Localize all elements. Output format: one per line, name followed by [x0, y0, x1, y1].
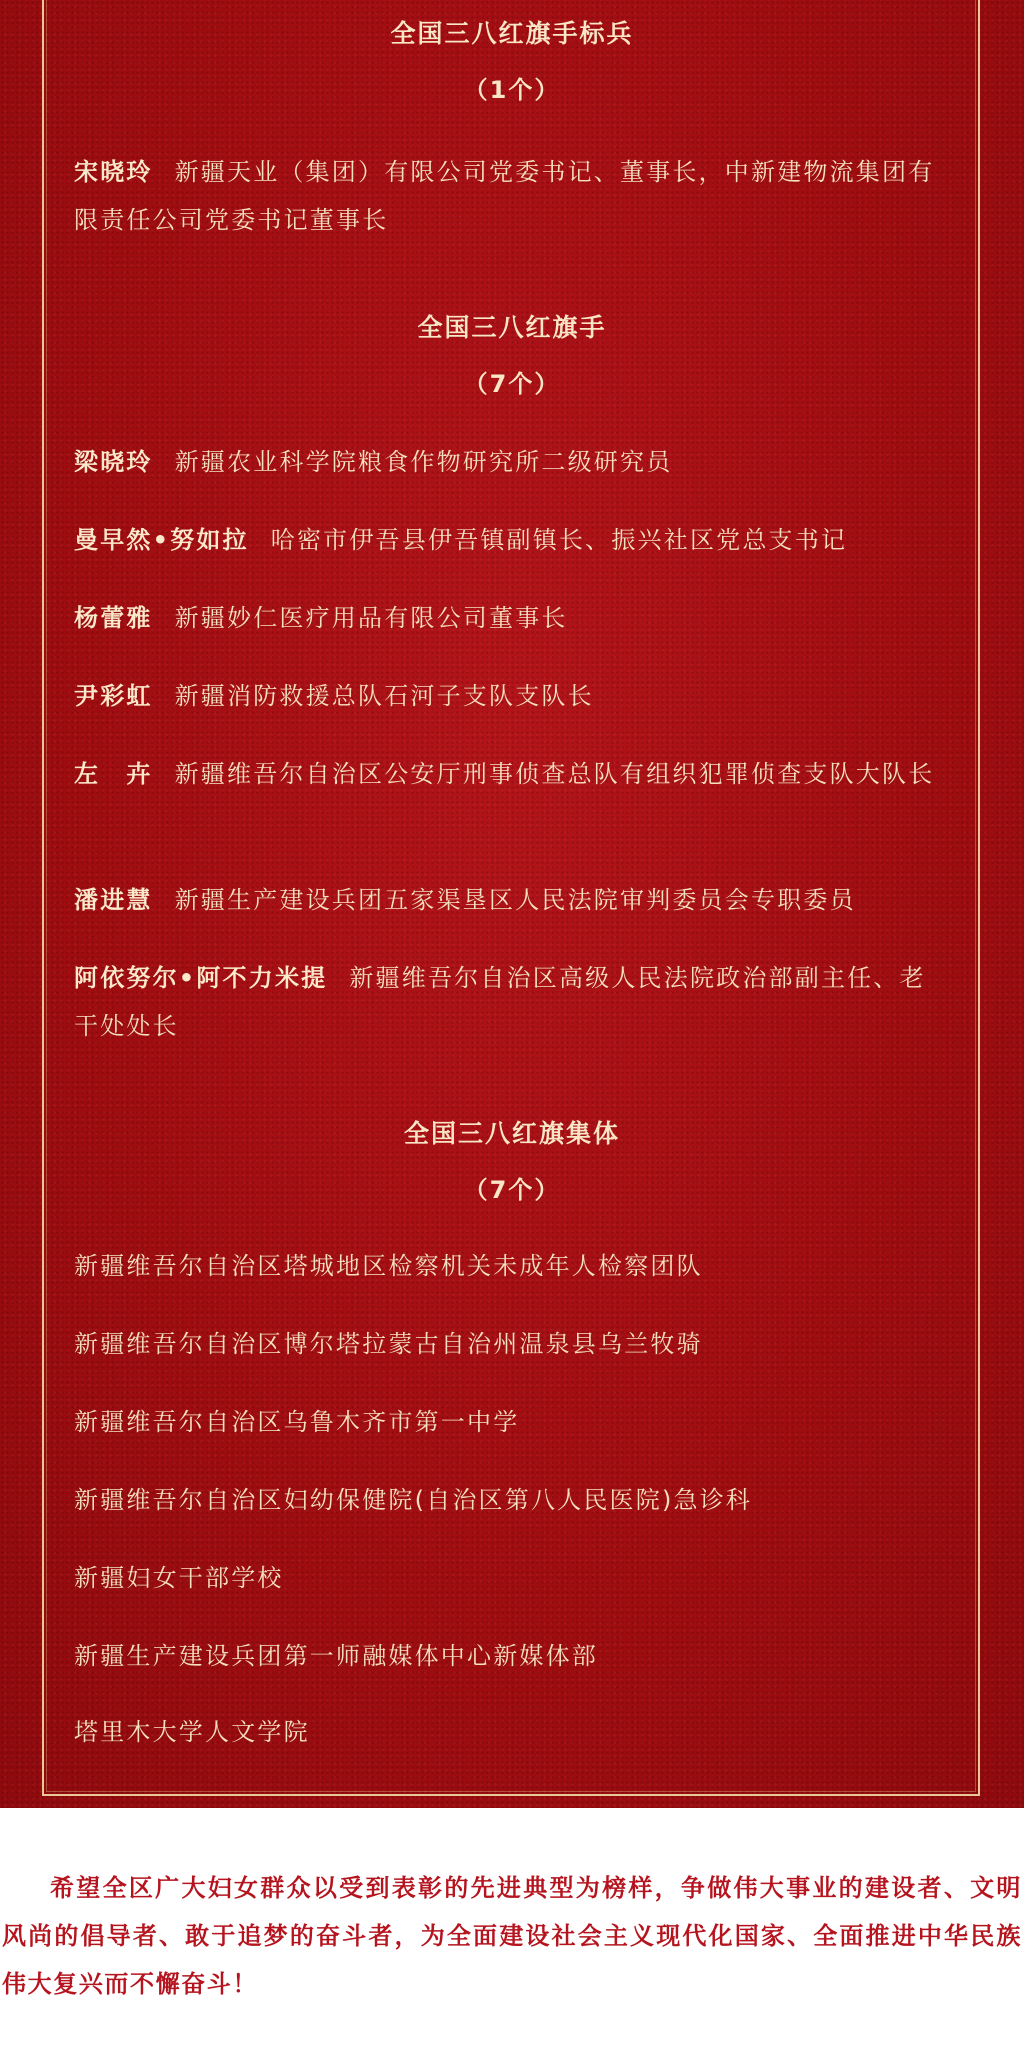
honoree-title: 新疆消防救援总队石河子支队支队长	[174, 682, 594, 710]
honoree-name: 宋晓玲	[74, 158, 153, 186]
honoree-entry	[74, 438, 950, 486]
honoree-title: 新疆妙仁医疗用品有限公司董事长	[174, 604, 568, 632]
honoree-title: 新疆维吾尔自治区高级人民法院政治部副主任、老干处处长	[74, 964, 926, 1040]
honoree-title: 新疆天业（集团）有限公司党委书记、董事长，中新建物流集团有限责任公司党委书记董事长	[74, 158, 935, 234]
collective-entry: 新疆维吾尔自治区妇幼保健院(自治区第八人民医院)急诊科	[74, 1486, 753, 1514]
honoree-title: 新疆生产建设兵团五家渠垦区人民法院审判委员会专职委员	[174, 886, 856, 914]
collective-entry: 塔里木大学人文学院	[74, 1718, 310, 1746]
collective-entry: 新疆维吾尔自治区乌鲁木齐市第一中学	[74, 1408, 520, 1436]
collective-entry: 新疆妇女干部学校	[74, 1564, 284, 1592]
closing-paragraph: 希望全区广大妇女群众以受到表彰的先进典型为榜样，争做伟大事业的建设者、文明风尚的倡导者、敢于追梦的奋斗者，为全面建设社会主义现代化国家、全面推进中华民族伟大复兴而不懈奋斗！	[2, 1874, 1022, 1998]
honoree-name: 梁晓玲	[74, 448, 153, 476]
honoree-entry	[74, 148, 950, 244]
honoree-name: 杨蕾雅	[74, 604, 153, 632]
honoree-name: 阿依努尔•阿不力米提	[74, 964, 328, 992]
honoree-entry	[74, 750, 950, 798]
collective-entry: 新疆维吾尔自治区博尔塔拉蒙古自治州温泉县乌兰牧骑	[74, 1330, 703, 1358]
honoree-entry	[74, 516, 950, 564]
honoree-entry	[74, 954, 950, 1050]
honoree-entry	[74, 876, 950, 924]
collective-entry: 新疆生产建设兵团第一师融媒体中心新媒体部	[74, 1642, 598, 1670]
honoree-title: 新疆农业科学院粮食作物研究所二级研究员	[174, 448, 673, 476]
section-count-collectives: （7个）	[463, 1176, 561, 1204]
section-title-collectives: 全国三八红旗集体	[403, 1119, 620, 1148]
section-count-flag-bearers: （7个）	[463, 370, 561, 398]
honoree-title: 哈密市伊吾县伊吾镇副镇长、振兴社区党总支书记	[270, 526, 848, 554]
section-count-model-flag-bearer: （1个）	[463, 76, 561, 104]
honoree-name: 左 卉	[74, 760, 153, 788]
honoree-name: 曼早然•努如拉	[74, 526, 249, 554]
honoree-entry	[74, 594, 950, 642]
honoree-entry	[74, 672, 950, 720]
honoree-title: 新疆维吾尔自治区公安厅刑事侦查总队有组织犯罪侦查支队大队长	[174, 760, 935, 788]
section-title-flag-bearers: 全国三八红旗手	[417, 313, 607, 342]
section-title-model-flag-bearer: 全国三八红旗手标兵	[390, 19, 634, 48]
honoree-name: 潘进慧	[74, 886, 153, 914]
collective-entry: 新疆维吾尔自治区塔城地区检察机关未成年人检察团队	[74, 1252, 703, 1280]
honoree-name: 尹彩虹	[74, 682, 153, 710]
